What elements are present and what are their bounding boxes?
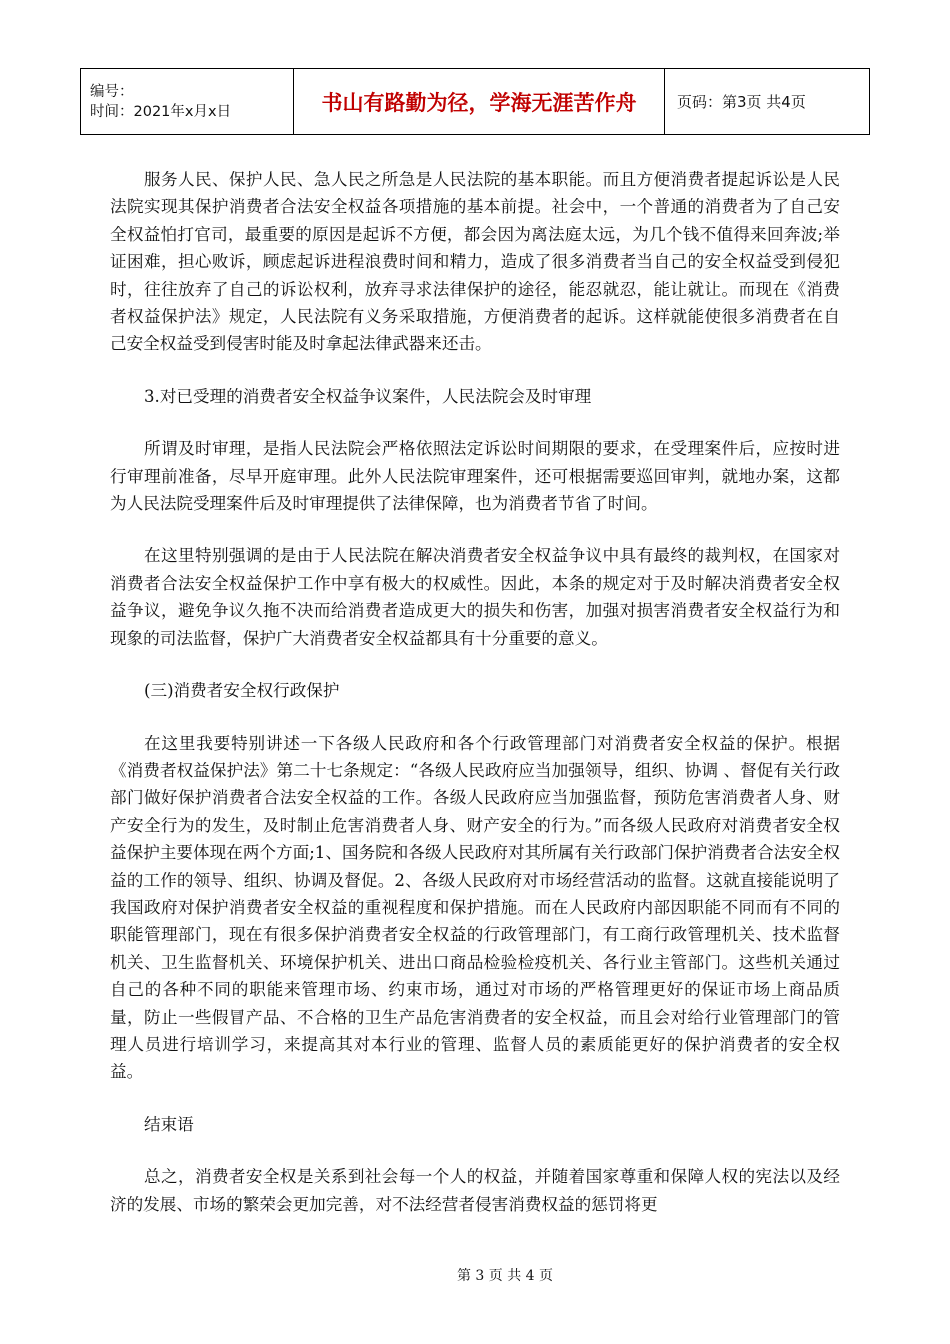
header-page-label: 页码：第3页 共4页 [665, 69, 870, 135]
time-label: 时间：2021年x月x日 [90, 103, 232, 120]
section-heading-admin-protection: (三)消费者安全权行政保护 [144, 681, 340, 701]
paragraph-admin-protection: 在这里我要特别讲述一下各级人民政府和各个行政管理部门对消费者安全权益的保护。根据《消费者权益保护法》第二十七条规定：“各级人民政府应当加强领导，组织、协调 、督促有关行政部门做好保护消费者合法安全权益的工作。各级人民政府应当加强监督，预防危害消费者人身、财产安全行为的发生，及时制止危害消费者人身、财产安全的行为。”而各级人民政府对消费者安全权益保护主要体现在两个方面;1、国务院和各级人民政府对其所属有关行政部门保护消费者合法安全权益的工作的领导、组织、协调及督促。2、各级人民政府对市场经营活动的监督。这就直接能说明了我国政府对保护消费者安全权益的重视程度和保护措施。而在人民政府内部因职能不同而有不同的职能管理部门，现在有很多保护消费者安全权益的行政管理部门，有工商行政管理机关、技术监督机关、卫生监督机关、环境保护机关、进出口商品检验检疫机关、各行业主管部门。这些机关通过自己的各种不同的职能来管理市场、约束市场，通过对市场的严格管理更好的保证市场上商品质量，防止一些假冒产品、不合格的卫生产品危害消费者的安全权益，而且会对给行业管理部门的管理人员进行培训学习，来提高其对本行业的管理、监督人员的素质能更好的保护消费者的安全权益。 [110, 733, 840, 1082]
paragraph-court-duty: 服务人民、保护人民、急人民之所急是人民法院的基本职能。而且方便消费者提起诉讼是人民法院实现其保护消费者合法安全权益各项措施的基本前提。社会中，一个普通的消费者为了自己安全权益怕打官司，最重要的原因是起诉不方便，都会因为离法庭太远，为几个钱不值得来回奔波;举证困难，担心败诉，顾虑起诉进程浪费时间和精力，造成了很多消费者当自己的安全权益受到侵犯时，往往放弃了自己的诉讼权利，放弃寻求法律保护的途径，能忍就忍，能让就让。而现在《消费者权益保护法》规定，人民法院有义务采取措施，方便消费者的起诉。这样就能使很多消费者在自己安全权益受到侵害时能及时拿起法律武器来还击。 [110, 170, 840, 354]
number-label: 编号： [90, 83, 134, 100]
paragraph-timely-trial: 所谓及时审理，是指人民法院会严格依照法定诉讼时间期限的要求，在受理案件后，应按时进行审理前准备，尽早开庭审理。此外人民法院审理案件，还可根据需要巡回审判，就地办案，这都为人民法院受理案件后及时审理提供了法律保障，也为消费者节省了时间。 [110, 439, 840, 514]
document-body [110, 166, 840, 1218]
document-header [80, 68, 870, 135]
paragraph-emphasis: 在这里特别强调的是由于人民法院在解决消费者安全权益争议中具有最终的裁判权，在国家对消费者合法安全权益保护工作中享有极大的权威性。因此，本条的规定对于及时解决消费者安全权益争议，避免争议久拖不决而给消费者造成更大的损失和伤害，加强对损害消费者安全权益行为和现象的司法监督，保护广大消费者安全权益都具有十分重要的意义。 [110, 546, 840, 648]
section-heading-conclusion: 结束语 [144, 1114, 194, 1134]
paragraph-conclusion: 总之，消费者安全权是关系到社会每一个人的权益，并随着国家尊重和保障人权的宪法以及经济的发展、市场的繁荣会更加完善，对不法经营者侵害消费权益的惩罚将更 [110, 1167, 840, 1214]
header-meta [81, 69, 294, 135]
section-heading-timely-trial: 3.对已受理的消费者安全权益争议案件，人民法院会及时审理 [144, 386, 592, 406]
header-motto: 书山有路勤为径，学海无涯苦作舟 [294, 69, 665, 135]
page-footer: 第 3 页 共 4 页 [456, 1268, 554, 1284]
